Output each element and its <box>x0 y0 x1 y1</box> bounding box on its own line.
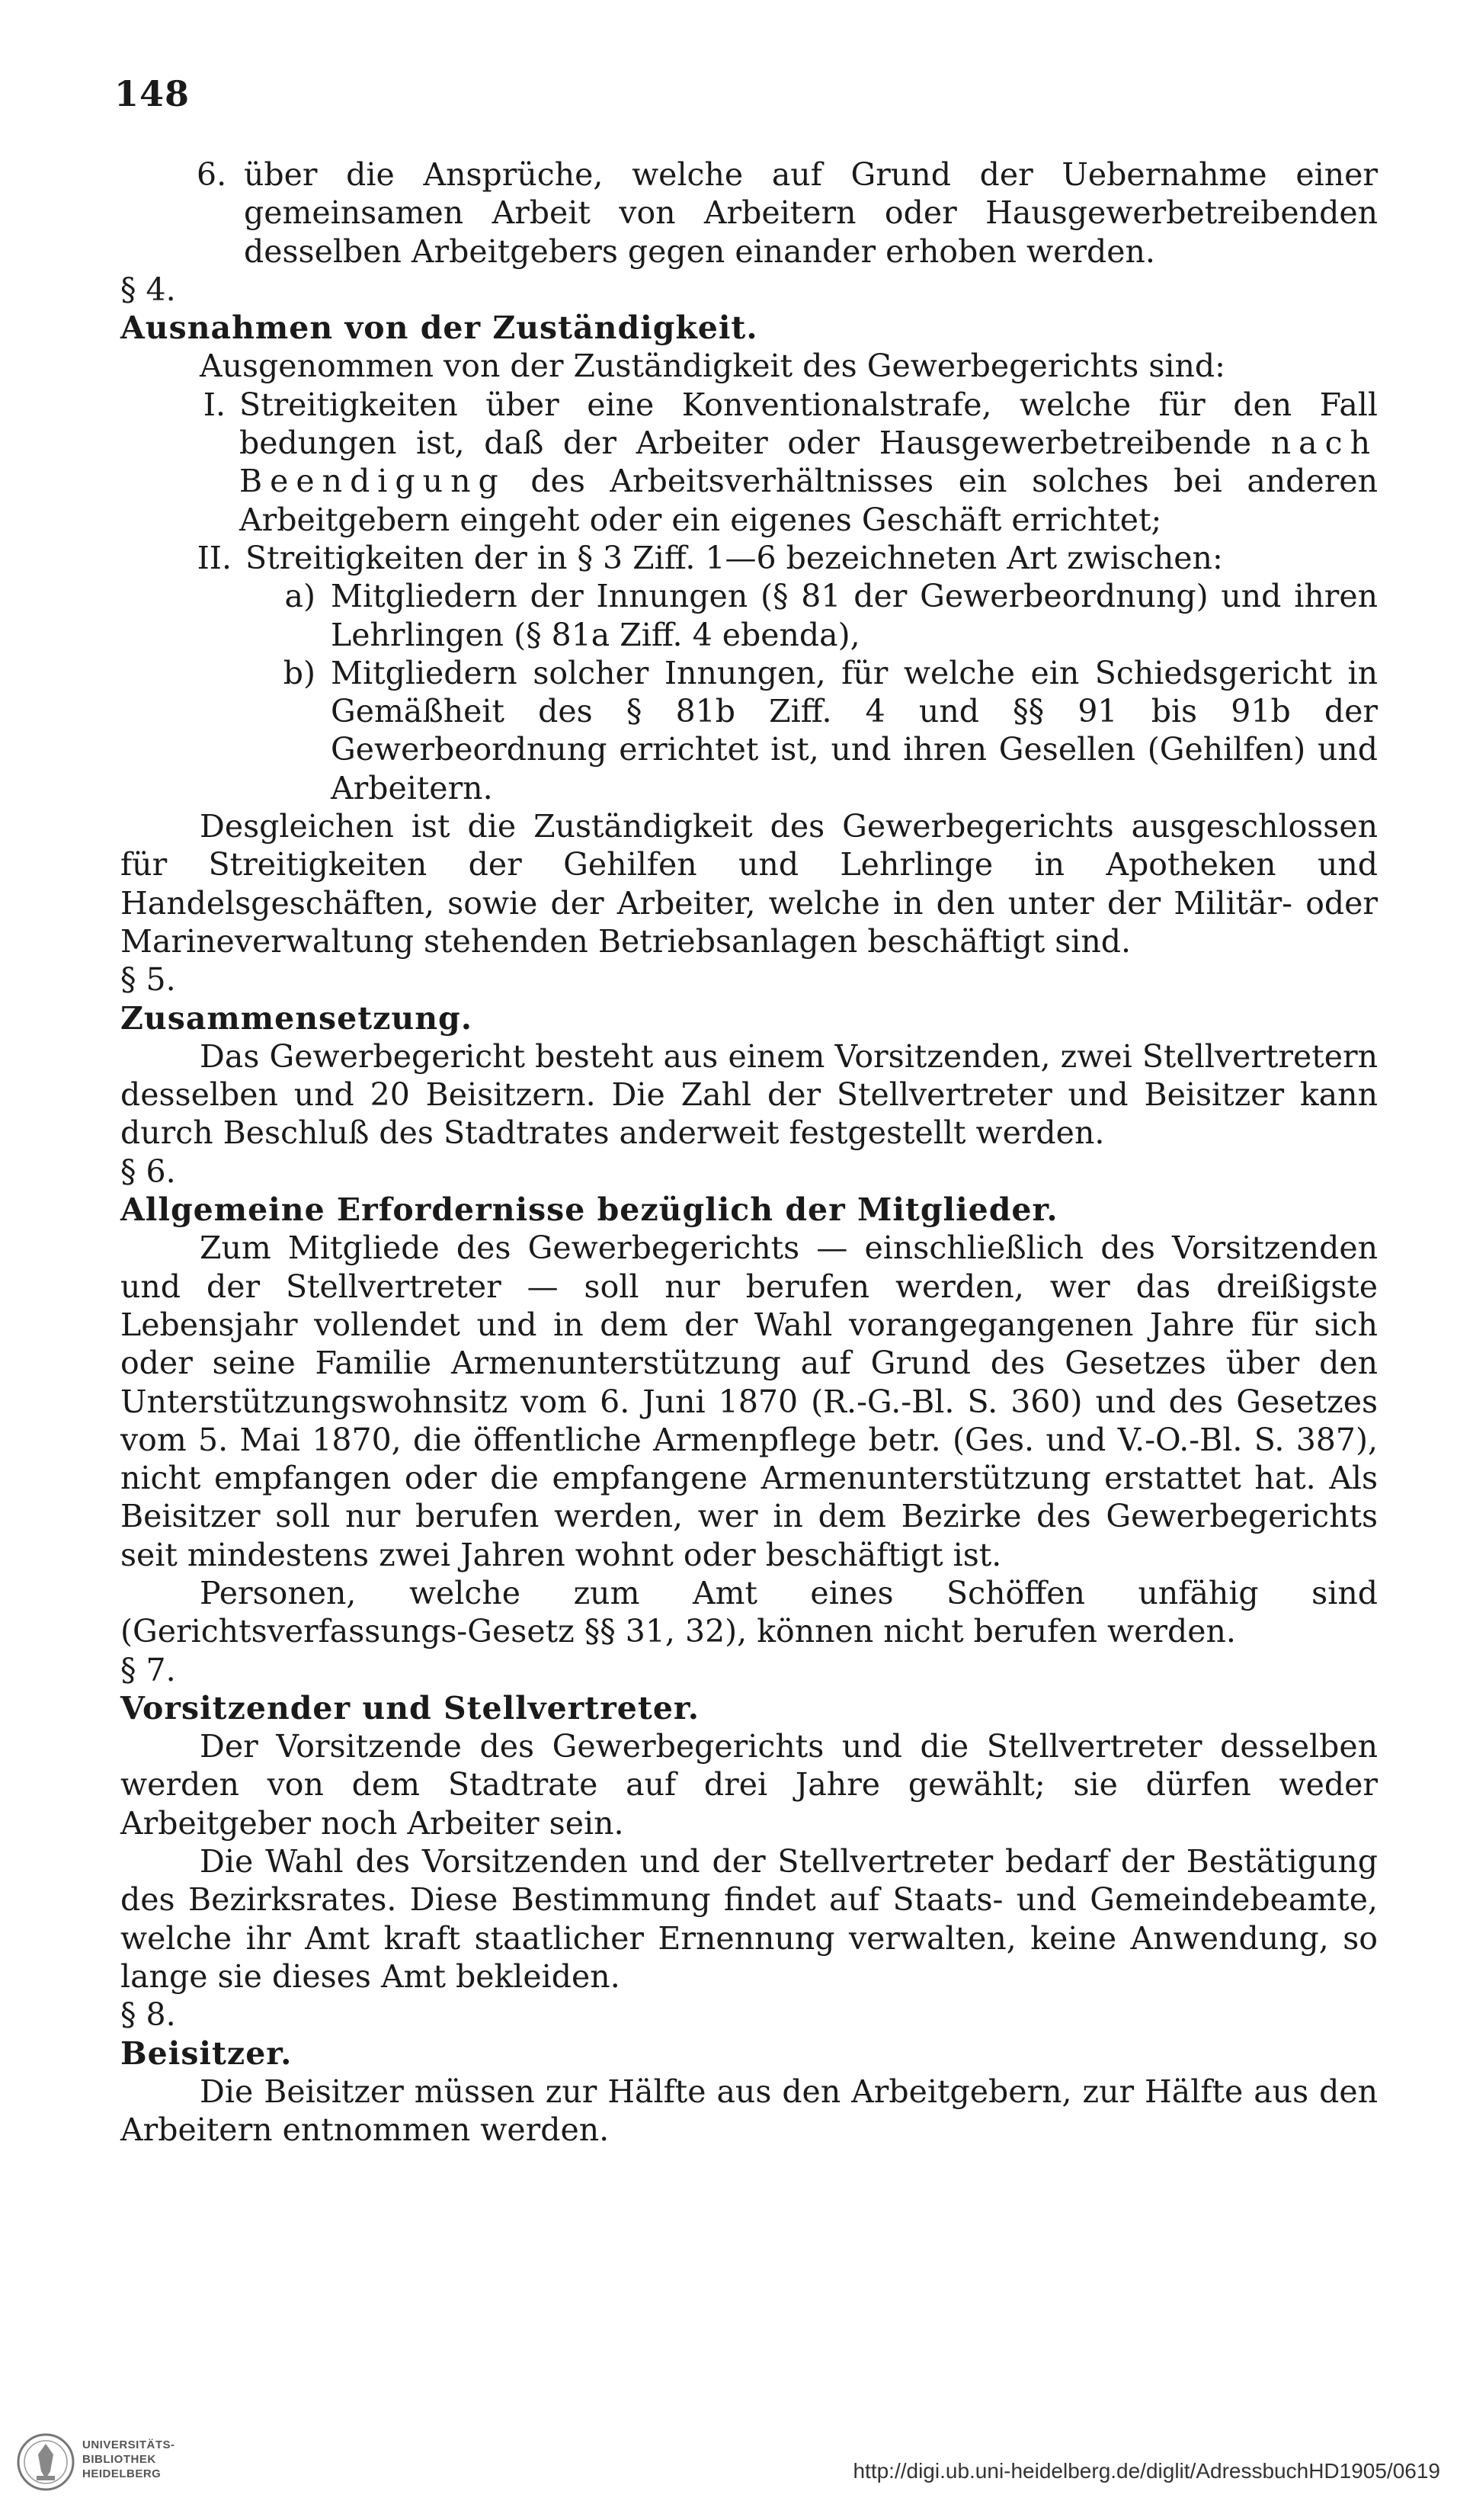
list-item-text: Mitgliedern der Innungen (§ 81 der Gewerbeordnung) und ihren Lehrlingen (§ 81a Ziff. 4 ebenda), <box>331 578 1378 653</box>
section-4-closing: Desgleichen ist die Zuständigkeit des Gewerbegerichts ausgeschlossen für Streitigkeiten der Gehilfen und Lehrlinge in Apotheken und Handelsgeschäften, sowie der Arbeiter, welche in den unter der Militär- oder Marineverwaltung stehenden Betriebsanlagen beschäftigt sind. <box>120 808 1378 960</box>
section-5-number: § 5. <box>120 961 176 999</box>
list-item-label: II. <box>197 539 232 576</box>
section-7-number: § 7. <box>120 1651 176 1688</box>
section-7-text-1: Der Vorsitzende des Gewerbegerichts und die Stellvertreter desselben werden von dem Stadtrate auf drei Jahre gewählt; sie dürfen weder Arbeitgeber noch Arbeiter sein. <box>120 1728 1378 1842</box>
list-item-text <box>239 386 1378 539</box>
list-item-6 <box>120 155 1378 271</box>
section-6-text-1: Zum Mitgliede des Gewerbegerichts — einschließlich des Vorsitzenden und der Stellvertreter — soll nur berufen werden, wer das dreißigste Lebensjahr vollendet und in dem der Wahl vorangegangenen Jahre für sich oder seine Familie Armenunterstützung auf Grund des Gesetzes über den Unterstützungswohnsitz vom 6. Juni 1870 (R.-G.-Bl. S. 360) und des Gesetzes vom 5. Mai 1870, die öffentliche Armenpflege betr. (Ges. und V.-O.-Bl. S. 387), nicht empfangen oder die empfangene Armenunterstützung erstattet hat. Als Beisitzer soll nur berufen werden, wer in dem Bezirke des Gewerbegerichts seit mindestens zwei Jahren wohnt oder beschäftigt ist. <box>120 1230 1378 1573</box>
list-item-roman-1 <box>120 386 1378 539</box>
page-number: 148 <box>114 73 191 114</box>
list-item-label: a) <box>284 578 315 615</box>
section-8-title: Beisitzer. <box>120 2034 293 2072</box>
section-4-title: Ausnahmen von der Zuständigkeit. <box>120 309 758 347</box>
list-item-text: Streitigkeiten der in § 3 Ziff. 1—6 bezeichneten Art zwischen: <box>245 539 1223 576</box>
list-item-label: 6. <box>197 156 227 193</box>
library-seal-icon <box>15 2432 76 2493</box>
section-7-text-2: Die Wahl des Vorsitzenden und der Stellvertreter bedarf der Bestätigung des Bezirksrates. Diese Bestimmung findet auf Staats- und Gemeindebeamte, welche ihr Amt kraft staatlicher Ernennung verwalten, keine Anwendung, so lange sie dieses Amt bekleiden. <box>120 1843 1378 1995</box>
section-8-number: § 8. <box>120 1996 176 2034</box>
section-8-text: Die Beisitzer müssen zur Hälfte aus den Arbeitgebern, zur Hälfte aus den Arbeitern entnommen werden. <box>120 2073 1378 2149</box>
text-run: des Arbeitsverhältnisses ein solches bei anderen Arbeitgebern eingeht oder ein eigenes Geschäft errichtet; <box>239 463 1378 538</box>
section-4-lead: Ausgenommen von der Zuständigkeit des Gewerbegerichts sind: <box>200 348 1225 385</box>
list-item-label: b) <box>283 654 315 691</box>
list-subitem-b <box>120 654 1378 807</box>
section-4-number: § 4. <box>120 271 176 308</box>
page-content <box>120 155 1378 2149</box>
text-run: Streitigkeiten über eine Konventionalstrafe, welche für den Fall bedungen ist, daß der Arbeiter oder Hausgewerbetreibende <box>239 386 1378 462</box>
source-url-link[interactable]: http://digi.ub.uni-heidelberg.de/diglit/AdressbuchHD1905/0619 <box>853 2459 1440 2483</box>
section-5-title: Zusammensetzung. <box>120 999 472 1037</box>
list-item-text: über die Ansprüche, welche auf Grund der Uebernahme einer gemeinsamen Arbeit von Arbeitern oder Hausgewerbetreibenden desselben Arbeitgebers gegen einander erhoben werden. <box>244 156 1378 270</box>
library-logo-text <box>82 2438 175 2481</box>
list-item-label: I. <box>203 386 226 423</box>
list-subitem-a <box>120 577 1378 654</box>
logo-line: HEIDELBERG <box>82 2467 162 2480</box>
list-item-roman-2 <box>120 539 1378 577</box>
logo-line: UNIVERSITÄTS- <box>82 2438 175 2451</box>
section-7-title: Vorsitzender und Stellvertreter. <box>120 1689 700 1726</box>
spaced-emphasis: nach Beendigung <box>239 425 1378 500</box>
section-5-text: Das Gewerbegericht besteht aus einem Vorsitzenden, zwei Stellvertretern desselben und 20 Beisitzern. Die Zahl der Stellvertreter und Beisitzer kann durch Beschluß des Stadtrates anderweit festgestellt werden. <box>120 1037 1378 1152</box>
section-6-number: § 6. <box>120 1153 176 1190</box>
logo-line: BIBLIOTHEK <box>82 2453 156 2466</box>
page-footer <box>0 2401 1457 2520</box>
list-item-text: Mitgliedern solcher Innungen, für welche ein Schiedsgericht in Gemäßheit des § 81b Ziff. 4 und §§ 91 bis 91b der Gewerbeordnung errichtet ist, und ihren Gesellen (Gehilfen) und Arbeitern. <box>331 654 1378 806</box>
section-6-title: Allgemeine Erfordernisse bezüglich der Mitglieder. <box>120 1191 1058 1229</box>
section-6-text-2: Personen, welche zum Amt eines Schöffen unfähig sind (Gerichtsverfassungs-Gesetz §§ 31, 32), können nicht berufen werden. <box>120 1574 1378 1650</box>
